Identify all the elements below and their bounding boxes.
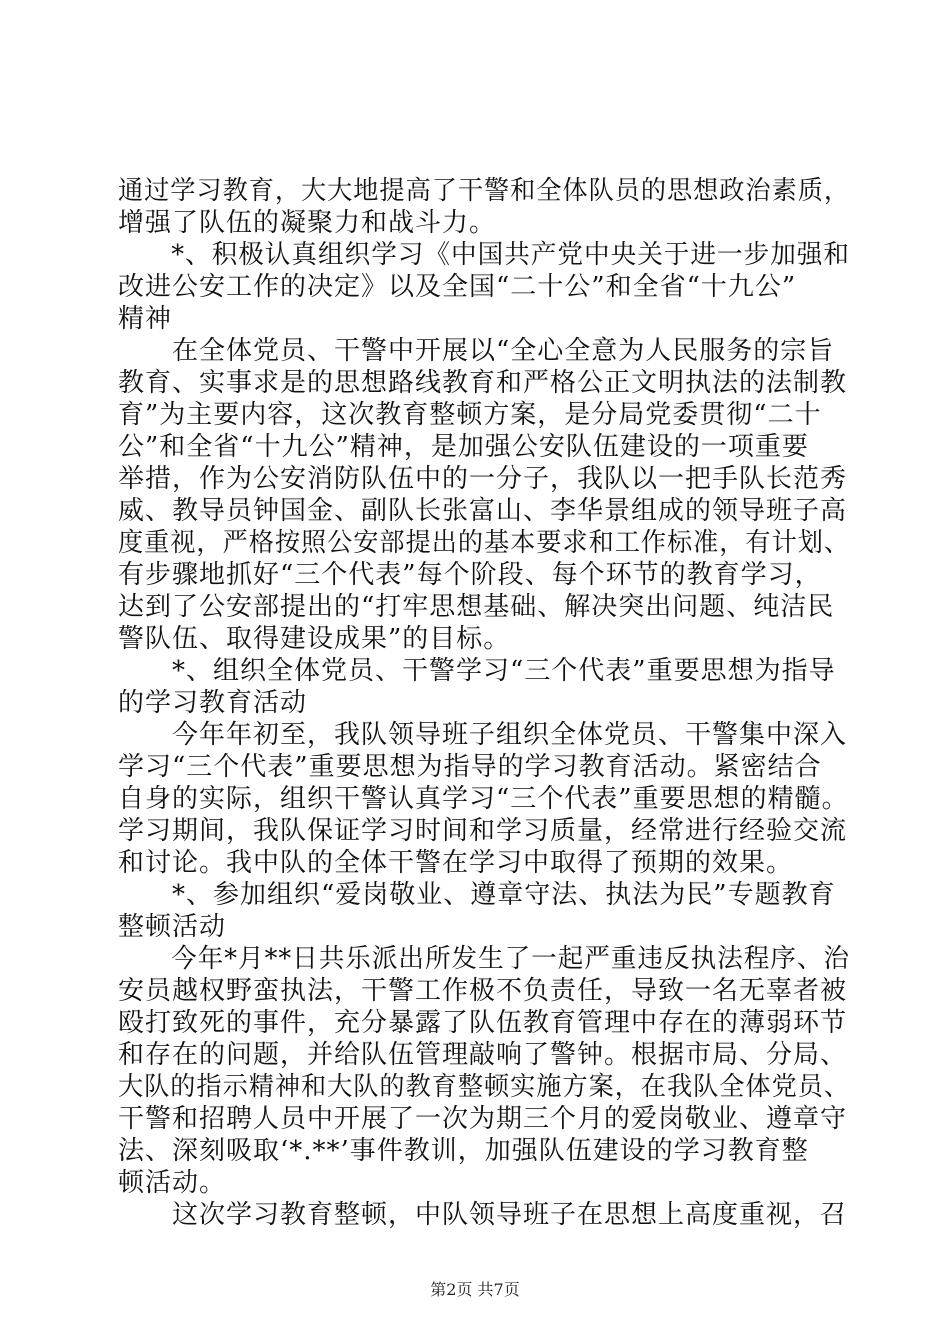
text-line: 学习“三个代表”重要思想为指导的学习教育活动。紧密结合: [118, 752, 822, 782]
text-line: 教育、实事求是的思想路线教育和严格公正文明执法的法制教: [118, 368, 848, 398]
text-line: 度重视，严格按照公安部提出的基本要求和工作标准，有计划、: [118, 528, 851, 558]
text-line: 和讨论。我中队的全体干警在学习中取得了预期的效果。: [118, 848, 794, 878]
text-line: 公”和全省“十九公”精神，是加强公安队伍建设的一项重要: [118, 432, 809, 462]
text-line: 安员越权野蛮执法，干警工作极不负责任，导致一名无辜者被: [118, 976, 848, 1006]
text-line: 警队伍、取得建设成果”的目标。: [118, 624, 511, 654]
text-line: 的学习教育活动: [118, 688, 308, 718]
text-line: *、组织全体党员、干警学习“三个代表”重要思想为指导: [118, 656, 836, 686]
text-line: 大队的指示精神和大队的教育整顿实施方案，在我队全体党员、: [118, 1072, 851, 1102]
text-line: 举措，作为公安消防队伍中的一分子，我队以一把手队长范秀: [118, 464, 848, 494]
text-line: 改进公安工作的决定》以及全国“二十公”和全省“十九公”: [118, 272, 797, 302]
text-line: *、积极认真组织学习《中国共产党中央关于进一步加强和: [118, 240, 851, 270]
text-line: 今年年初至，我队领导班子组织全体党员、干警集中深入: [118, 720, 848, 750]
text-line: 法、深刻吸取‘*.**’事件教训，加强队伍建设的学习教育整: [118, 1136, 809, 1166]
text-line: 威、教导员钟国金、副队长张富山、李华景组成的领导班子高: [118, 496, 848, 526]
text-line: 在全体党员、干警中开展以“全心全意为人民服务的宗旨: [118, 336, 835, 366]
text-line: 学习期间，我队保证学习时间和学习质量，经常进行经验交流: [118, 816, 848, 846]
text-line: 殴打致死的事件，充分暴露了队伍教育管理中存在的薄弱环节: [118, 1008, 848, 1038]
text-line: 通过学习教育，大大地提高了干警和全体队员的思想政治素质，: [118, 176, 851, 206]
text-line: 和存在的问题，并给队伍管理敲响了警钟。根据市局、分局、: [118, 1040, 848, 1070]
text-line: 今年*月**日共乐派出所发生了一起严重违反执法程序、治: [118, 944, 851, 974]
text-line: 自身的实际，组织干警认真学习“三个代表”重要思想的精髓。: [118, 784, 849, 814]
text-line: 精神: [118, 304, 173, 334]
page-footer: 第2页 共7页: [430, 1280, 520, 1299]
text-line: 整顿活动: [118, 912, 227, 942]
text-line: 干警和招聘人员中开展了一次为期三个月的爱岗敬业、遵章守: [118, 1104, 848, 1134]
text-line: *、参加组织“爱岗敬业、遵章守法、执法为民”专题教育: [118, 880, 836, 910]
text-line: 有步骤地抓好“三个代表”每个阶段、每个环节的教育学习，: [118, 560, 822, 590]
text-line: 增强了队伍的凝聚力和战斗力。: [118, 208, 497, 238]
text-line: 顿活动。: [118, 1168, 227, 1198]
text-line: 达到了公安部提出的“打牢思想基础、解决突出问题、纯洁民: [118, 592, 835, 622]
text-line: 这次学习教育整顿，中队领导班子在思想上高度重视，召: [118, 1200, 848, 1230]
text-line: 育”为主要内容，这次教育整顿方案，是分局党委贯彻“二十: [118, 400, 822, 430]
